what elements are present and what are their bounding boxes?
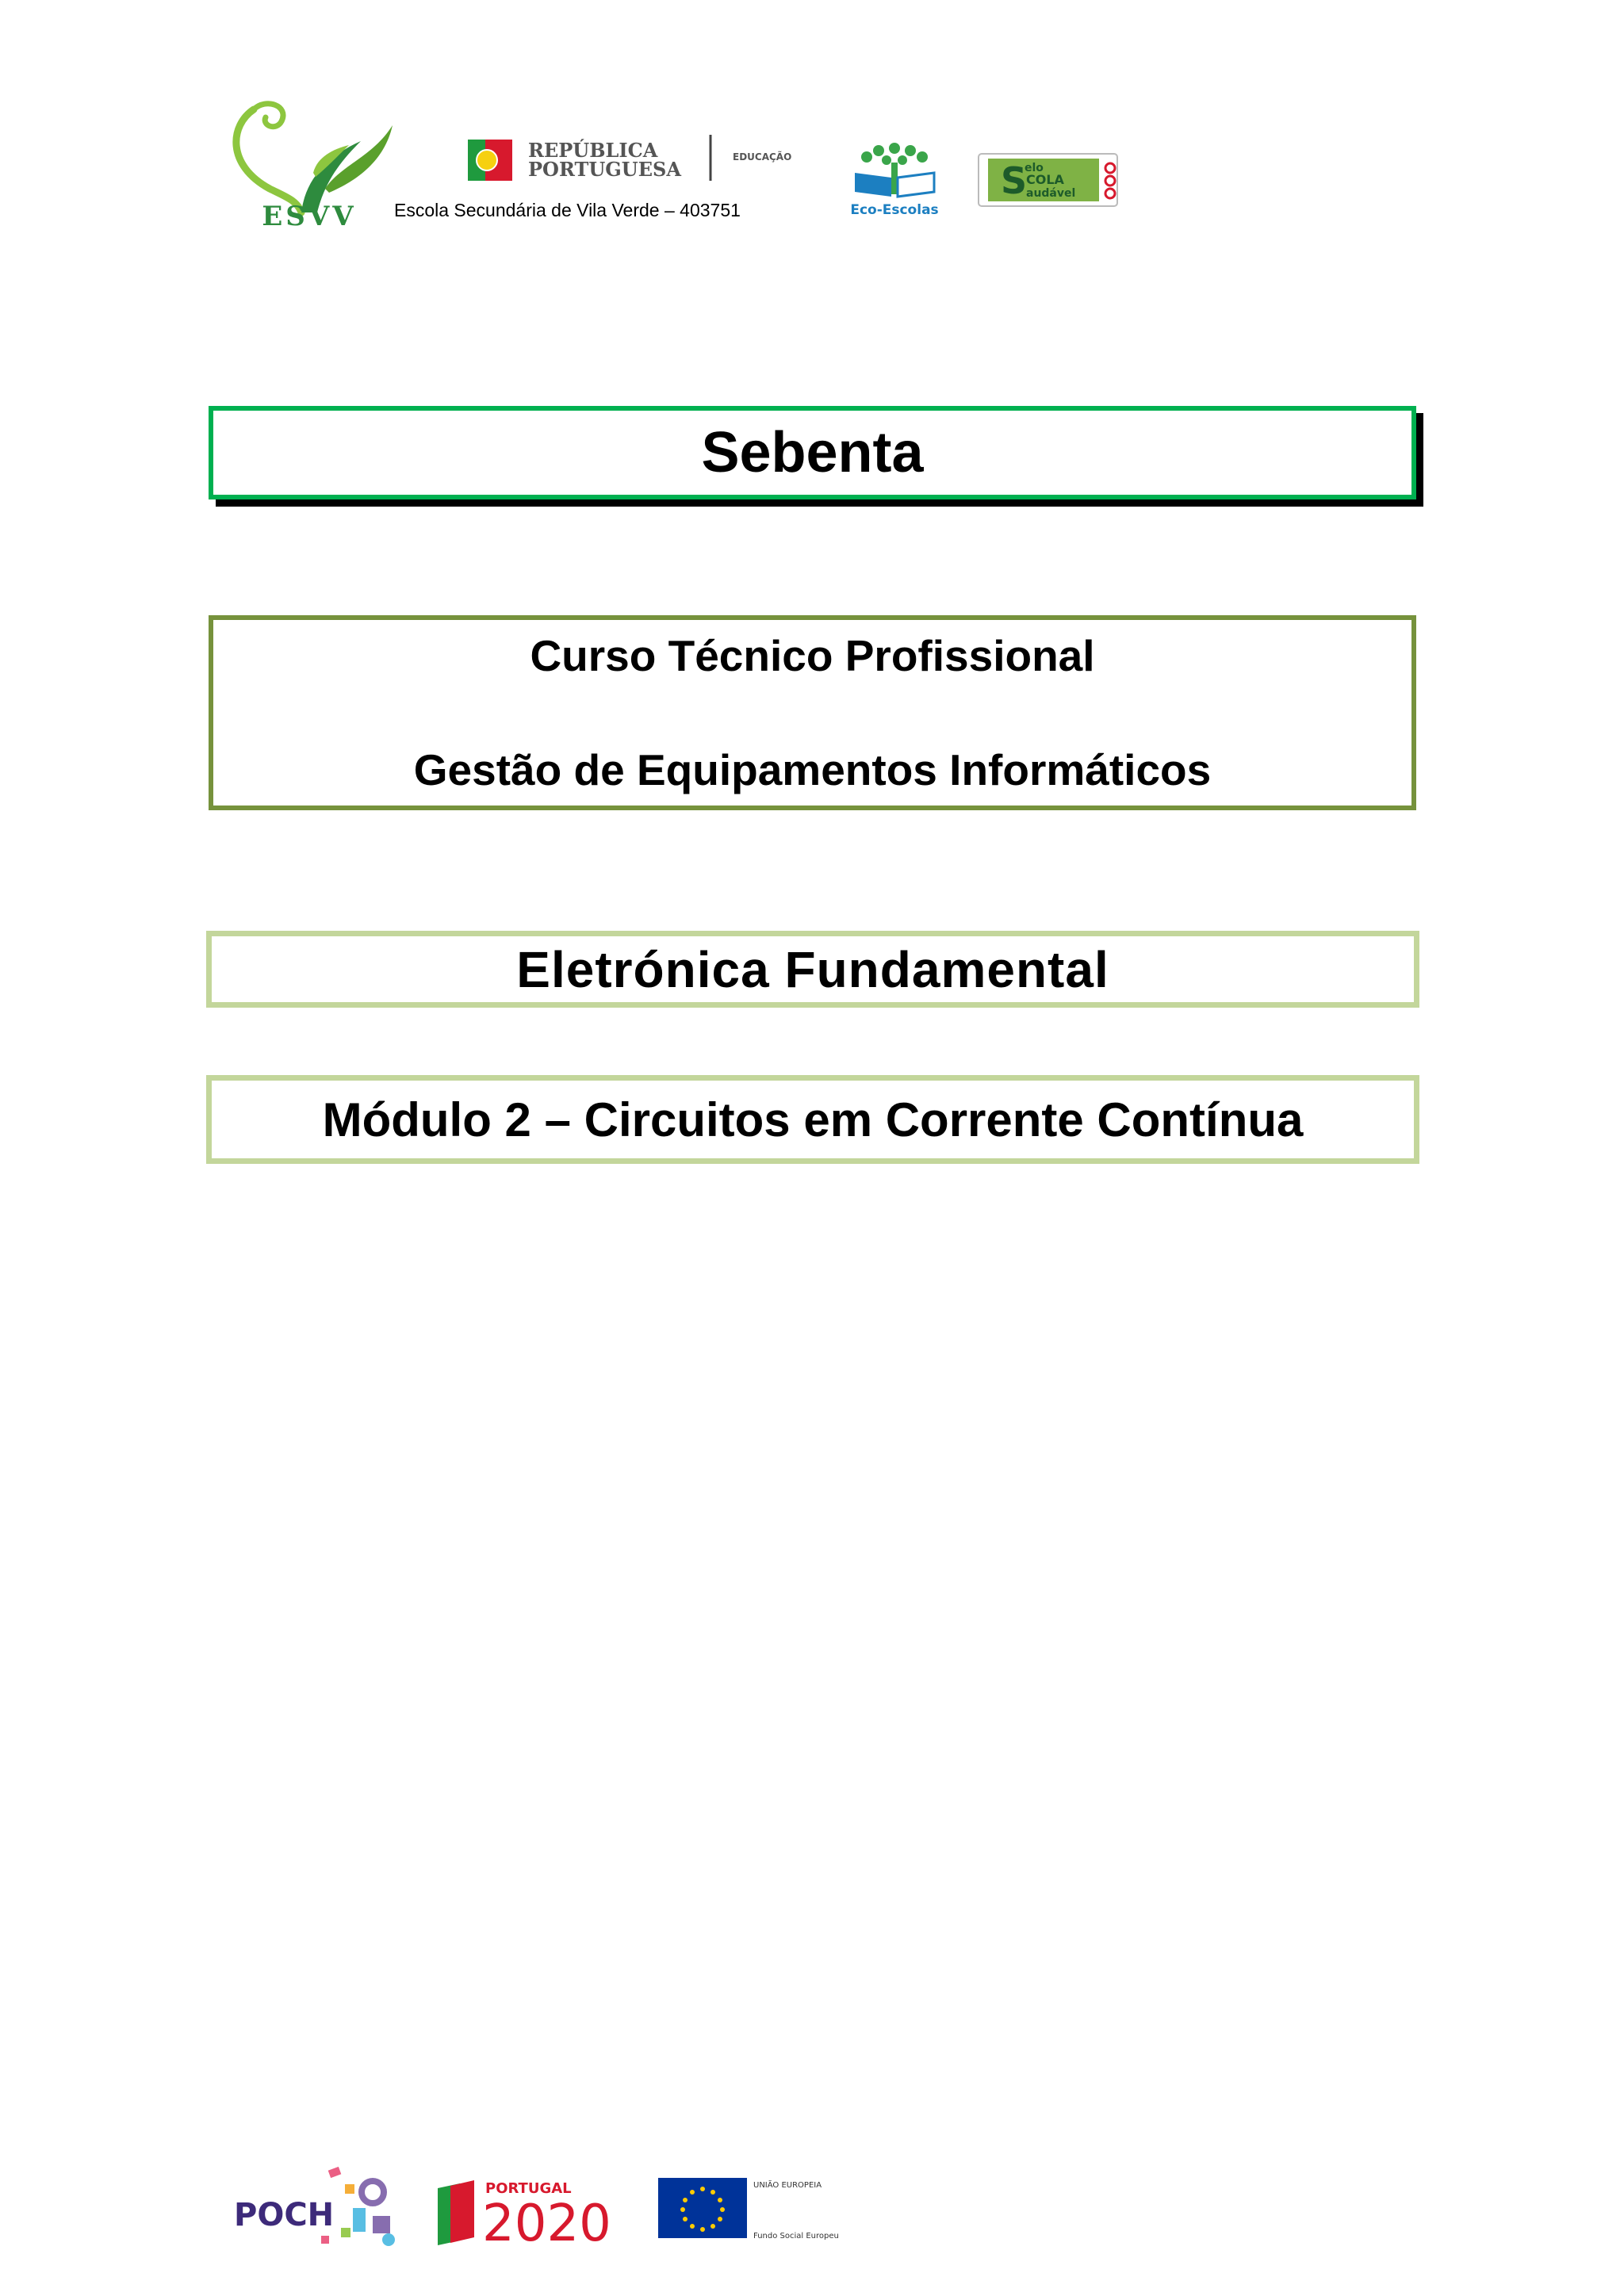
course-name: Gestão de Equipamentos Informáticos (413, 745, 1212, 794)
subject-box (206, 931, 1419, 1008)
poch-logo (234, 2160, 408, 2260)
selo-line3: audável (1026, 187, 1076, 200)
eco-escolas-label: Eco-Escolas (850, 202, 939, 218)
selo-line2: COLA (1026, 172, 1064, 187)
portugal-year: 2020 (482, 2195, 611, 2252)
eu-line1: UNIÃO EUROPEIA (753, 2181, 822, 2190)
esvv-logo-text: ESVV (262, 201, 357, 228)
svg-text:S: S (1001, 159, 1028, 202)
title-box (209, 406, 1416, 499)
poch-label: POCH (234, 2197, 335, 2233)
portugal-label: PORTUGAL (485, 2180, 572, 2197)
course-type: Curso Técnico Profissional (530, 631, 1095, 680)
republica-ministry: EDUCAÇÃO (733, 151, 792, 163)
eco-escolas-logo (831, 143, 958, 218)
course-box (209, 615, 1416, 810)
module-box (206, 1075, 1419, 1164)
selo-line1: elo (1025, 162, 1044, 174)
module-title: Módulo 2 – Circuitos em Corrente Contínua (322, 1093, 1304, 1146)
eu-line2: Fundo Social Europeu (753, 2232, 839, 2241)
selo-escola-saudavel-logo (977, 152, 1132, 209)
esvv-logo (222, 94, 396, 228)
school-name: Escola Secundária de Vila Verde – 403751 (394, 200, 741, 220)
page-title: Sebenta (701, 421, 924, 484)
republica-line1: REPÚBLICA (528, 139, 658, 162)
republica-line2: PORTUGUESA (528, 158, 681, 181)
republica-portuguesa-logo (466, 133, 799, 190)
eu-flag-logo (657, 2176, 855, 2248)
subject-title: Eletrónica Fundamental (516, 940, 1109, 998)
portugal-2020-logo (436, 2172, 630, 2252)
